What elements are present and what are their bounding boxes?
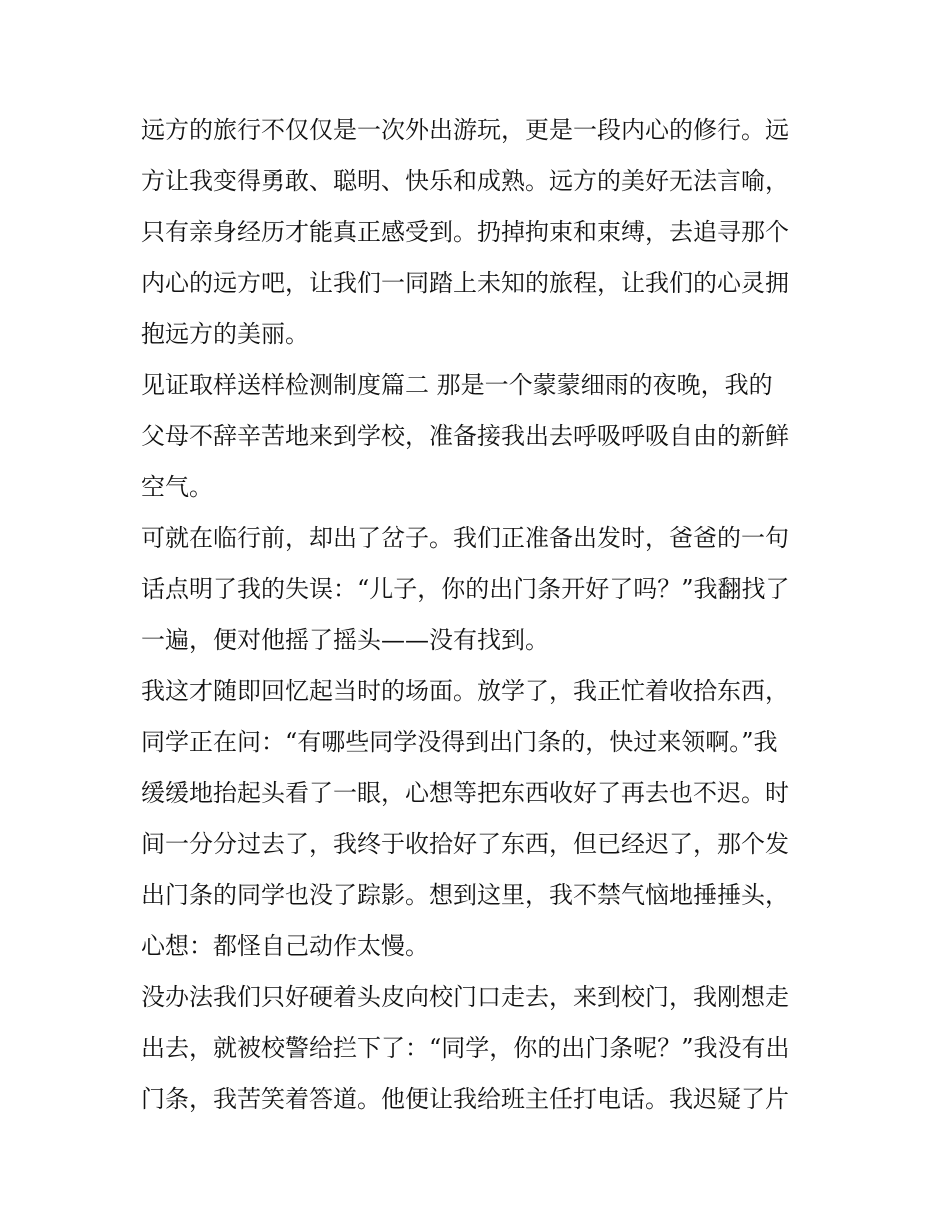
text-line: 空气。	[141, 473, 213, 501]
text-line: 一遍，便对他摇了摇头——没有找到。	[141, 626, 549, 654]
text-line: 缓缓地抬起头看了一眼，心想等把东西收好了再去也不迟。时	[141, 779, 789, 807]
text-line: 见证取样送样检测制度篇二 那是一个蒙蒙细雨的夜晚，我的	[141, 371, 773, 399]
text-line: 没办法我们只好硬着头皮向校门口走去，来到校门，我刚想走	[141, 983, 789, 1011]
text-line: 我这才随即回忆起当时的场面。放学了，我正忙着收拾东西，	[141, 677, 789, 705]
text-line: 可就在临行前，却出了岔子。我们正准备出发时，爸爸的一句	[141, 524, 789, 552]
text-line: 出去，就被校警给拦下了：“同学，你的出门条呢？”我没有出	[141, 1034, 790, 1062]
text-line: 门条，我苦笑着答道。他便让我给班主任打电话。我迟疑了片	[141, 1085, 789, 1113]
text-line: 心想：都怪自己动作太慢。	[141, 932, 429, 960]
text-line: 间一分分过去了，我终于收拾好了东西，但已经迟了，那个发	[141, 830, 789, 858]
text-line: 出门条的同学也没了踪影。想到这里，我不禁气恼地捶捶头，	[141, 881, 789, 909]
text-line: 话点明了我的失误：“儿子，你的出门条开好了吗？”我翻找了	[141, 575, 790, 603]
text-line: 内心的远方吧，让我们一同踏上未知的旅程，让我们的心灵拥	[141, 269, 789, 297]
text-line: 同学正在问：“有哪些同学没得到出门条的，快过来领啊。”我	[141, 728, 778, 756]
text-line: 抱远方的美丽。	[141, 320, 309, 348]
text-line: 只有亲身经历才能真正感受到。扔掉拘束和束缚，去追寻那个	[141, 218, 789, 246]
text-line: 远方的旅行不仅仅是一次外出游玩，更是一段内心的修行。远	[141, 116, 789, 144]
document-body	[141, 105, 813, 1125]
text-line: 父母不辞辛苦地来到学校，准备接我出去呼吸呼吸自由的新鲜	[141, 422, 789, 450]
text-line: 方让我变得勇敢、聪明、快乐和成熟。远方的美好无法言喻，	[141, 167, 789, 195]
